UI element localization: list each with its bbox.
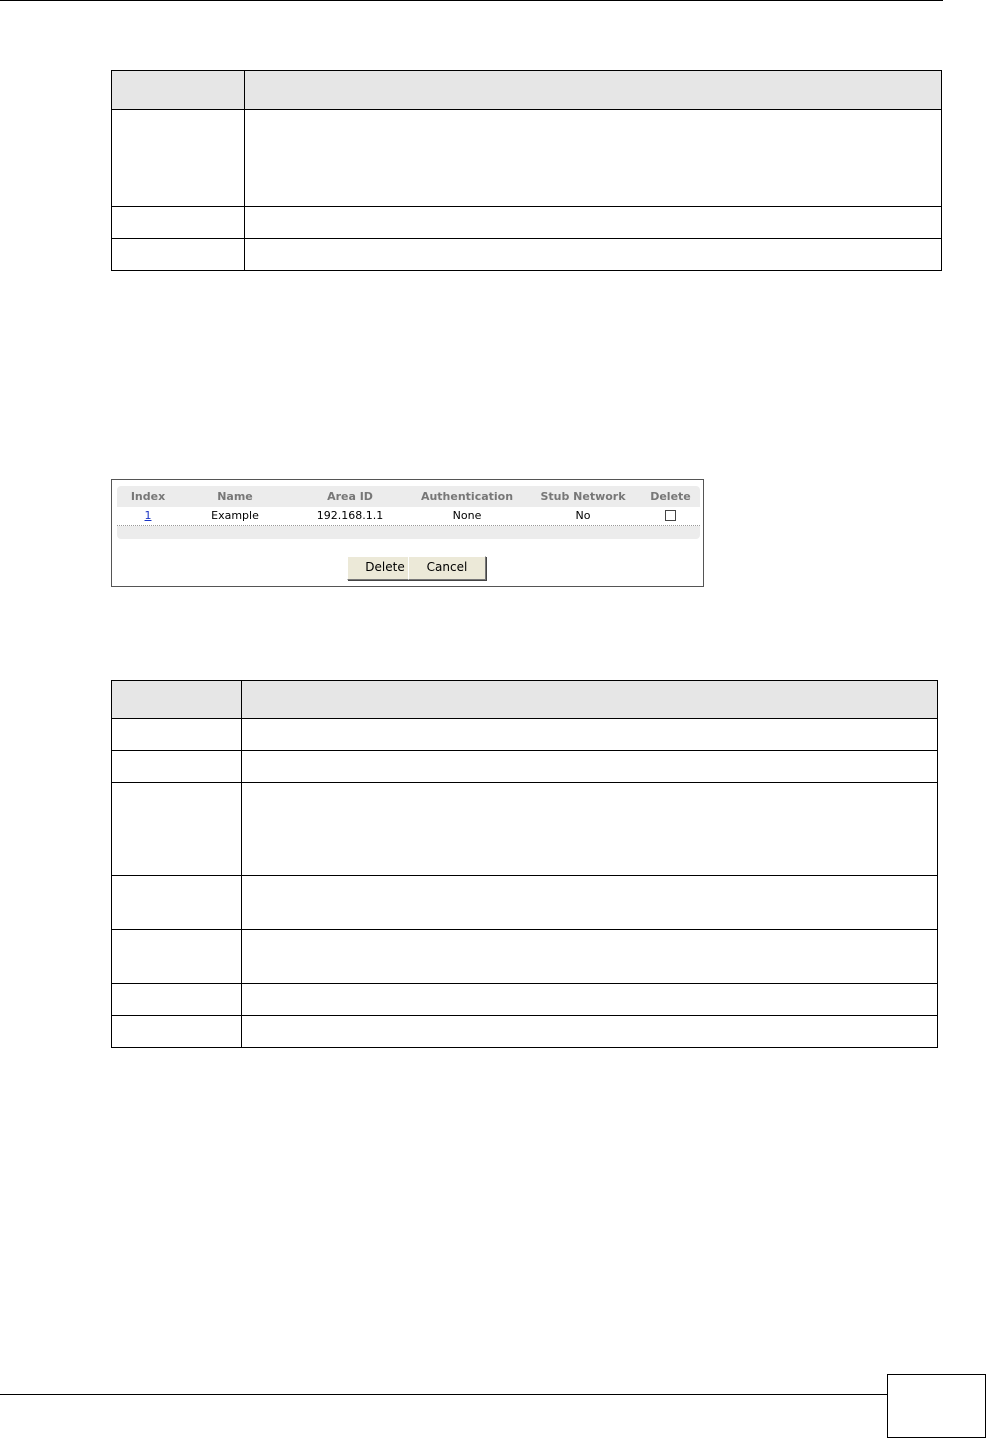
row-description	[242, 984, 938, 1016]
table-row	[112, 207, 942, 239]
delete-cell	[641, 507, 700, 525]
area-id-cell: 192.168.1.1	[316, 509, 384, 522]
table-row	[112, 110, 942, 207]
list-header	[117, 488, 700, 506]
row-label	[112, 783, 242, 876]
delete-button[interactable]: Delete	[347, 556, 423, 580]
row-label	[112, 207, 245, 239]
page-number-box	[887, 1374, 986, 1438]
index-cell	[117, 507, 179, 525]
row-label	[112, 110, 245, 207]
stub-network-cell: No	[575, 509, 591, 522]
row-label	[112, 930, 242, 984]
area-list	[117, 486, 700, 539]
column-label-header	[112, 681, 242, 719]
header-name: Name	[217, 490, 253, 503]
row-description	[242, 783, 938, 876]
row-label	[112, 239, 245, 271]
row-label	[112, 751, 242, 783]
ospf-area-screenshot	[111, 479, 704, 587]
table-row	[112, 751, 938, 783]
column-description-header	[242, 681, 938, 719]
row-label	[112, 876, 242, 930]
field-description-table-1	[111, 70, 942, 271]
row-label	[112, 984, 242, 1016]
row-description	[242, 719, 938, 751]
row-description	[242, 751, 938, 783]
column-description-header	[245, 71, 942, 110]
index-link[interactable]: 1	[144, 509, 152, 522]
row-description	[242, 1016, 938, 1048]
table-row	[112, 239, 942, 271]
header-rule	[0, 0, 943, 1]
cancel-button[interactable]: Cancel	[408, 556, 486, 580]
row-description	[245, 239, 942, 271]
table-row	[112, 719, 938, 751]
table-header-row	[112, 71, 942, 110]
table-row	[112, 930, 938, 984]
footer-rule	[0, 1394, 887, 1395]
row-description	[245, 207, 942, 239]
table-row	[117, 507, 700, 526]
header-index: Index	[130, 490, 166, 503]
row-label	[112, 1016, 242, 1048]
field-description-table-2	[111, 680, 938, 1048]
table-row	[112, 1016, 938, 1048]
table-header-row	[112, 681, 938, 719]
authentication-cell: None	[452, 509, 482, 522]
column-label-header	[112, 71, 245, 110]
table-row	[112, 783, 938, 876]
header-delete: Delete	[650, 490, 691, 503]
row-description	[242, 876, 938, 930]
row-description	[242, 930, 938, 984]
table-row	[112, 984, 938, 1016]
row-label	[112, 719, 242, 751]
header-stub-network: Stub Network	[540, 490, 626, 503]
name-cell: Example	[211, 509, 259, 522]
table-row	[112, 876, 938, 930]
row-description	[245, 110, 942, 207]
header-authentication: Authentication	[420, 490, 514, 503]
header-area-id: Area ID	[327, 490, 373, 503]
delete-checkbox[interactable]	[665, 510, 676, 521]
